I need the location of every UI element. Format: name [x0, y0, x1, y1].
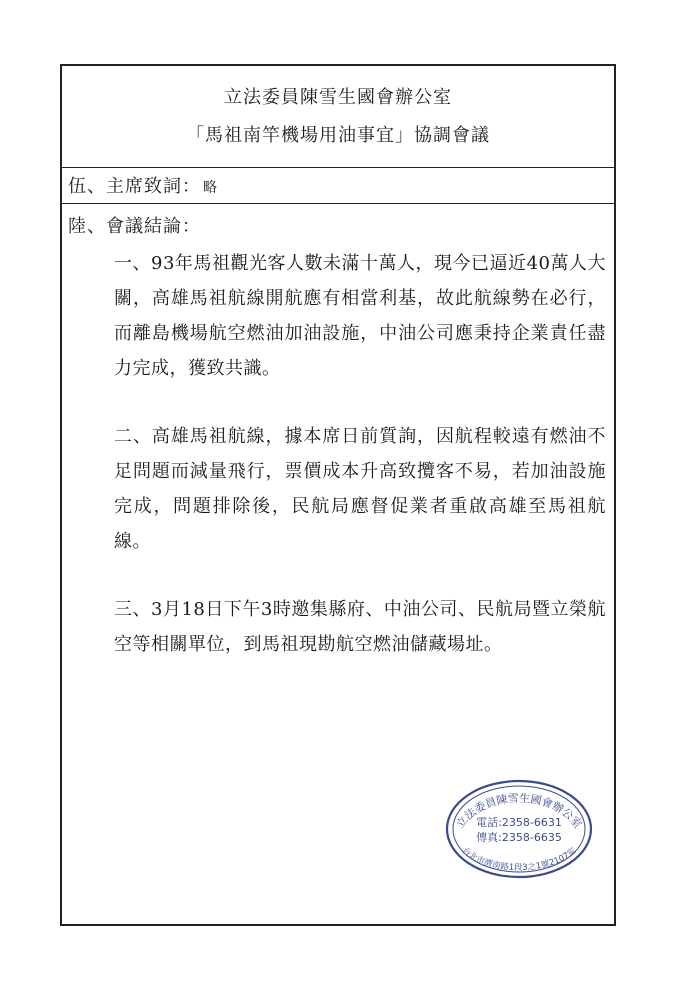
- office-title: 立法委員陳雪生國會辦公室: [224, 87, 452, 108]
- seal-phone-text: 電話:2358-6631: [476, 816, 562, 829]
- office-seal-stamp: [444, 778, 594, 880]
- seal-title-text: 立法委員陳雪生國會辦公室: [453, 791, 585, 831]
- conclusion-item-1: 一、93年馬祖觀光客人數未滿十萬人，現今已逼近40萬人大關，高雄馬祖航線開航應有相當利基，故此航線勢在必行，而離島機場航空燃油加油設施，中油公司應秉持企業責任盡力完成，獲致共識。: [114, 253, 606, 379]
- section-five-heading: 伍、主席致詞：: [68, 176, 201, 197]
- section-six-heading: 陸、會議結論：: [68, 216, 201, 237]
- seal-fax-text: 傳真:2358-6635: [476, 831, 562, 844]
- section-five-note: 略: [203, 180, 218, 196]
- conclusion-item-2: 二、高雄馬祖航線，據本席日前質詢，因航程較遠有燃油不足問題而減量飛行，票價成本升高致攬客不易，若加油設施完成，問題排除後，民航局應督促業者重啟高雄至馬祖航線。: [114, 426, 606, 552]
- seal-address-text: 台北市濟南路1段3之1號2107室: [459, 846, 579, 874]
- meeting-title: 「馬祖南竿機場用油事宜」協調會議: [186, 125, 490, 146]
- section-chairman-speech: [68, 172, 218, 198]
- document-header: [62, 66, 614, 168]
- section-divider: [62, 203, 614, 204]
- conclusion-list: [114, 246, 606, 695]
- conclusion-item-3: 三、3月18日下午3時邀集縣府、中油公司、民航局暨立榮航空等相關單位，到馬祖現勘航空燃油儲藏場址。: [114, 599, 606, 655]
